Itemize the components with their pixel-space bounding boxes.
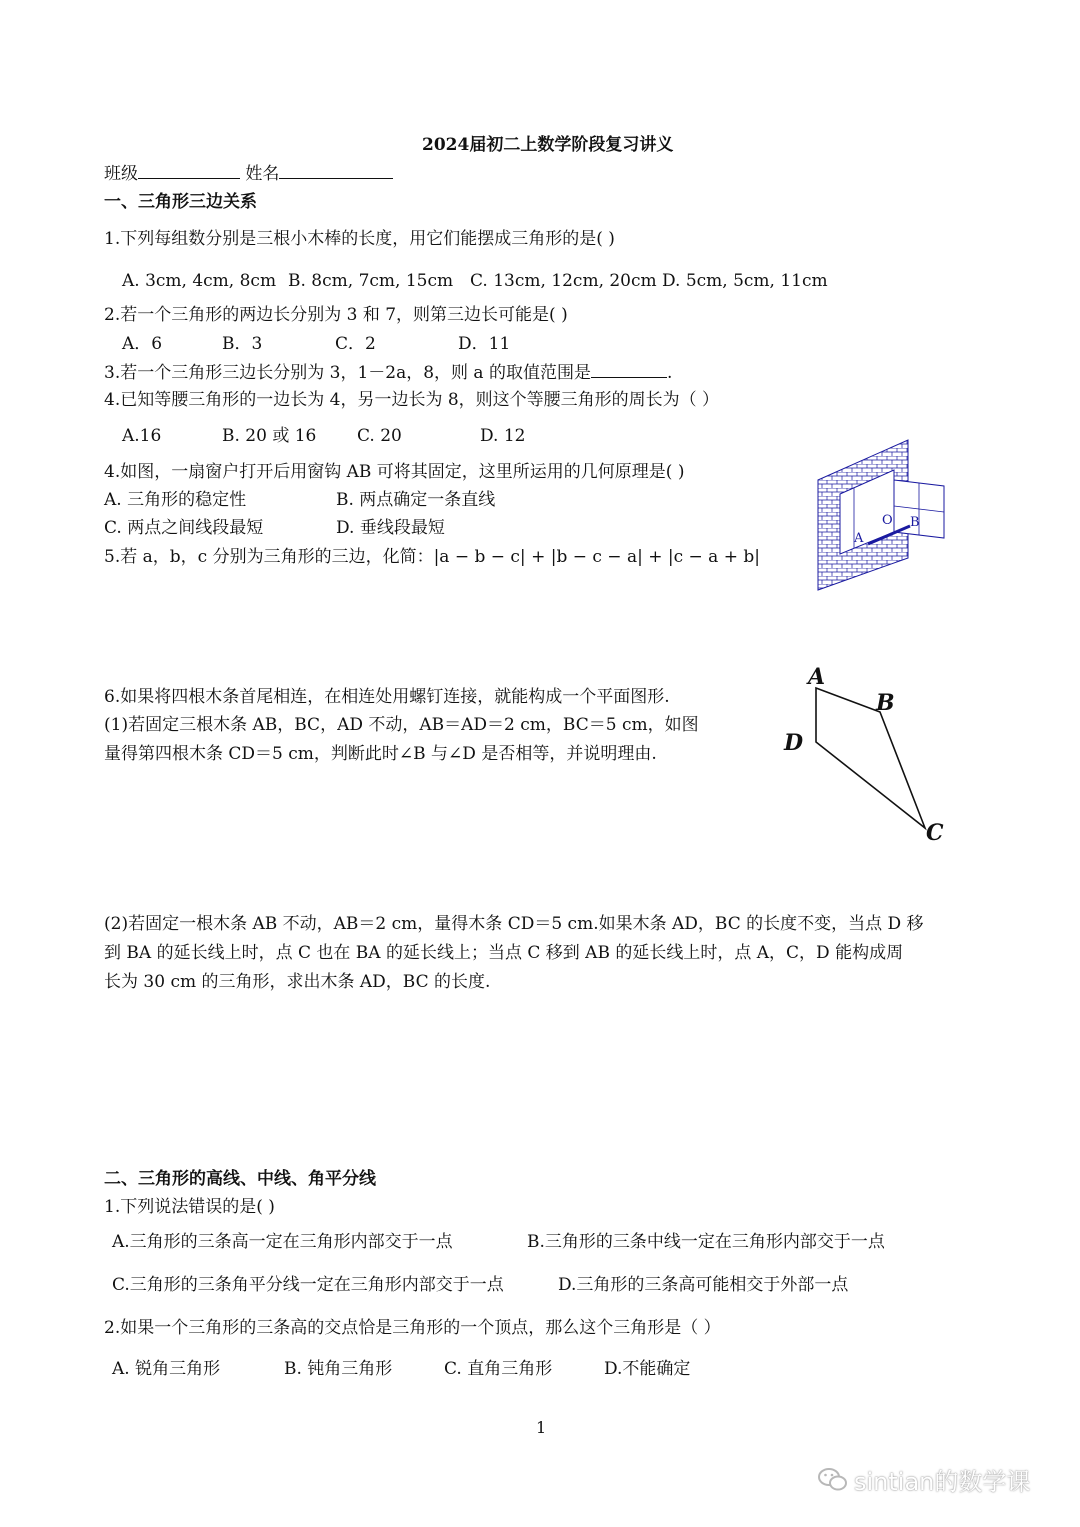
quad-label-b: B [876, 690, 895, 716]
window-hook-figure [812, 432, 952, 594]
class-label: 班级 [104, 164, 138, 184]
quadrilateral-outline [816, 688, 925, 828]
section2-heading: 二、三角形的高线、中线、角平分线 [104, 1169, 376, 1189]
s2-q1-option-a[interactable]: A.三角形的三条高一定在三角形内部交于一点 [112, 1232, 453, 1252]
q4a-option-b[interactable]: B. 20 或 16 [222, 426, 317, 446]
window-label-a: A [854, 531, 864, 546]
s2-q2-stem: 2.如果一个三角形的三条高的交点恰是三角形的一个顶点，那么这个三角形是（ ） [104, 1318, 721, 1338]
q4a-option-a[interactable]: A.16 [122, 426, 162, 446]
q3-end: . [666, 363, 673, 383]
q2-option-a[interactable]: A．6 [122, 334, 163, 354]
wechat-icon [818, 1467, 848, 1493]
name-label: 姓名 [245, 164, 280, 184]
q1-stem: 1.下列每组数分别是三根小木棒的长度，用它们能摆成三角形的是( ) [104, 229, 615, 249]
s2-q1-option-d[interactable]: D.三角形的三条高可能相交于外部一点 [558, 1275, 849, 1295]
q6-part1-line2: 量得第四根木条 CD＝5 cm，判断此时∠B 与∠D 是否相等，并说明理由. [104, 744, 657, 764]
section1-heading: 一、三角形三边关系 [104, 192, 257, 212]
q4a-stem: 4.已知等腰三角形的一边长为 4，另一边长为 8，则这个等腰三角形的周长为（ ） [104, 390, 720, 410]
q6-part2-line1: (2)若固定一根木条 AB 不动，AB＝2 cm，量得木条 CD＝5 cm.如果木条 AD，BC 的长度不变，当点 D 移 [104, 914, 924, 934]
name-blank[interactable] [279, 162, 393, 179]
q6-stem: 6.如果将四根木条首尾相连，在相连处用螺钉连接，就能构成一个平面图形. [104, 687, 670, 707]
s2-q2-option-a[interactable]: A. 锐角三角形 [112, 1359, 221, 1379]
q2-option-d[interactable]: D．11 [458, 334, 511, 354]
q4a-option-c[interactable]: C. 20 [357, 426, 402, 446]
q4b-option-b[interactable]: B. 两点确定一条直线 [336, 490, 496, 510]
q1-option-b[interactable]: B. 8cm, 7cm, 15cm [288, 271, 454, 291]
quad-label-a: A [808, 664, 826, 690]
q4b-stem: 4.如图，一扇窗户打开后用窗钩 AB 可将其固定，这里所运用的几何原理是( ) [104, 462, 685, 482]
q1-option-a[interactable]: A. 3cm, 4cm, 8cm [122, 271, 277, 291]
s2-q1-option-b[interactable]: B.三角形的三条中线一定在三角形内部交于一点 [527, 1232, 885, 1252]
s2-q1-stem: 1.下列说法错误的是( ) [104, 1197, 275, 1217]
watermark [818, 1462, 1030, 1497]
q4b-option-c[interactable]: C. 两点之间线段最短 [104, 518, 264, 538]
q1-option-d[interactable]: D. 5cm, 5cm, 11cm [662, 271, 828, 291]
s2-q1-option-c[interactable]: C.三角形的三条角平分线一定在三角形内部交于一点 [112, 1275, 504, 1295]
q2-option-c[interactable]: C．2 [335, 334, 376, 354]
class-blank[interactable] [138, 162, 240, 179]
s2-q2-option-d[interactable]: D.不能确定 [604, 1359, 691, 1379]
q3-stem: 3.若一个三角形三边长分别为 3，1－2a，8，则 a 的取值范围是 [104, 363, 591, 383]
window-label-b: B [910, 515, 920, 530]
watermark-text: sintian的数学课 [854, 1468, 1031, 1496]
s2-q2-option-b[interactable]: B. 钝角三角形 [284, 1359, 393, 1379]
q3-line [104, 361, 672, 384]
quad-label-d: D [784, 730, 804, 756]
q4b-option-d[interactable]: D. 垂线段最短 [336, 518, 445, 538]
q4a-option-d[interactable]: D. 12 [480, 426, 526, 446]
quadrilateral-figure [780, 660, 960, 850]
window-label-o: O [882, 513, 893, 528]
q3-answer-blank[interactable] [591, 361, 667, 378]
q6-part2-line3: 长为 30 cm 的三角形，求出木条 AD，BC 的长度. [104, 972, 491, 992]
q6-part1-line1: (1)若固定三根木条 AB，BC，AD 不动，AB＝AD＝2 cm，BC＝5 cm，如图 [104, 715, 699, 735]
q2-stem: 2.若一个三角形的两边长分别为 3 和 7，则第三边长可能是( ) [104, 305, 568, 325]
q5-stem: 5.若 a，b，c 分别为三角形的三边，化简：|a − b − c| + |b − c − a| + |c − a + b| [104, 547, 760, 567]
s2-q2-option-c[interactable]: C. 直角三角形 [444, 1359, 553, 1379]
quad-label-c: C [926, 820, 944, 846]
document-title: 2024届初二上数学阶段复习讲义 [422, 135, 674, 155]
q6-part2-line2: 到 BA 的延长线上时，点 C 也在 BA 的延长线上；当点 C 移到 AB 的延长线上时，点 A，C，D 能构成周 [104, 943, 904, 963]
q2-option-b[interactable]: B．3 [222, 334, 263, 354]
class-name-line [104, 162, 393, 185]
q4b-option-a[interactable]: A. 三角形的稳定性 [104, 490, 247, 510]
page-number: 1 [536, 1418, 547, 1437]
q1-option-c[interactable]: C. 13cm, 12cm, 20cm [470, 271, 657, 291]
